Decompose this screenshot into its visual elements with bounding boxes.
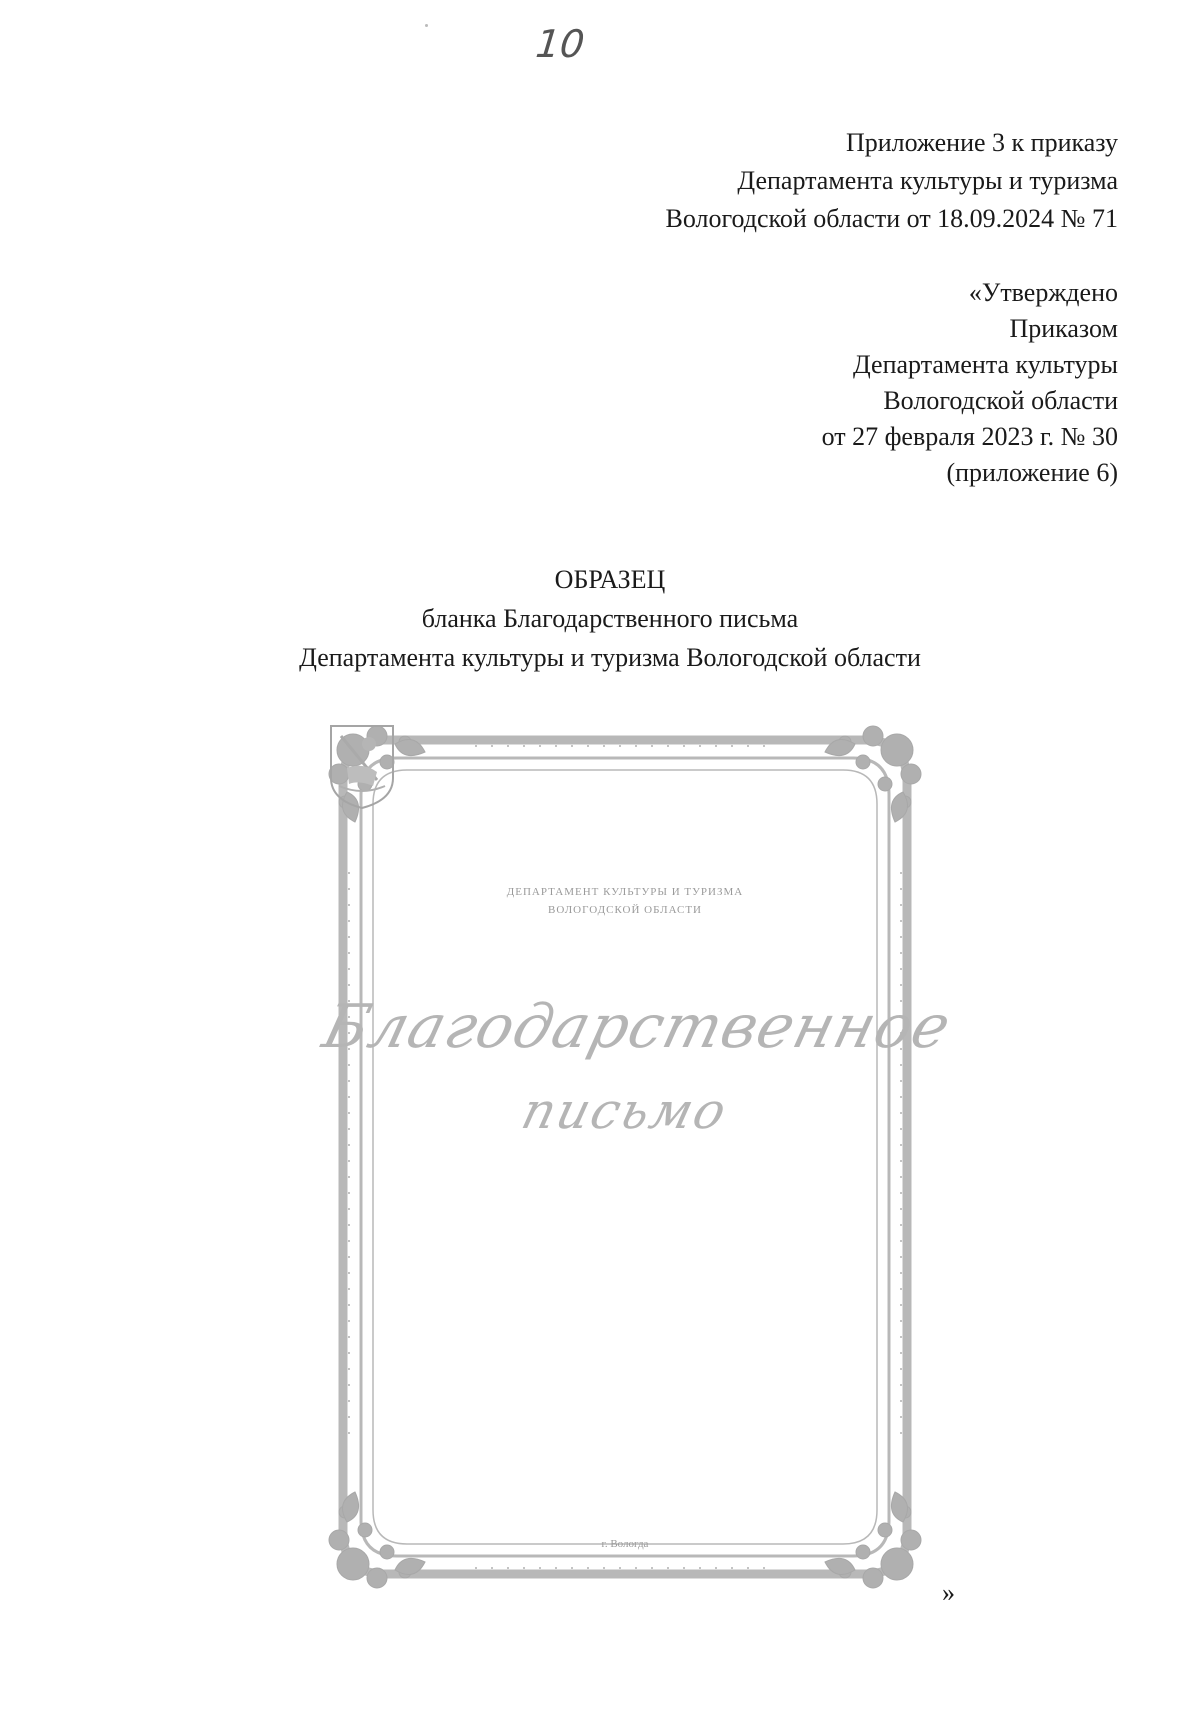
form-script-title: письмо [516, 1082, 734, 1140]
approval-stamp-text [418, 275, 1118, 491]
document-title [0, 560, 1200, 677]
form-dept-line: ВОЛОГОДСКОЙ ОБЛАСТИ [547, 904, 702, 916]
title-line: Департамента культуры и туризма Вологодской области [299, 643, 921, 672]
approval-line: Вологодской области [883, 386, 1118, 415]
appendix-header-line: Приложение 3 к приказу [845, 128, 1118, 157]
ornamental-frame [325, 722, 925, 1592]
closing-quote: » [942, 1578, 955, 1607]
letter-form-sample [316, 722, 959, 1592]
title-line: ОБРАЗЕЦ [554, 565, 666, 594]
handwritten-page-number: 10 [533, 22, 587, 66]
approval-line: (приложение 6) [946, 458, 1118, 487]
appendix-header-line: Вологодской области от 18.09.2024 № 71 [665, 204, 1118, 233]
scan-speck [425, 24, 428, 27]
appendix-header [418, 124, 1118, 238]
approval-line: Приказом [1009, 314, 1118, 343]
title-line: бланка Благодарственного письма [421, 604, 799, 633]
approval-line: от 27 февраля 2023 г. № 30 [821, 422, 1118, 451]
approval-line: Департамента культуры [852, 350, 1118, 379]
coat-of-arms-icon [325, 722, 399, 810]
form-script-title: Благодарственное [316, 992, 959, 1062]
appendix-header-line: Департамента культуры и туризма [737, 166, 1118, 195]
corner-ornament-tr [825, 726, 921, 822]
approval-line: «Утверждено [968, 278, 1118, 307]
form-dept-line: ДЕПАРТАМЕНТ КУЛЬТУРЫ И ТУРИЗМА [506, 886, 744, 898]
form-city: г. Вологда [601, 1538, 649, 1550]
